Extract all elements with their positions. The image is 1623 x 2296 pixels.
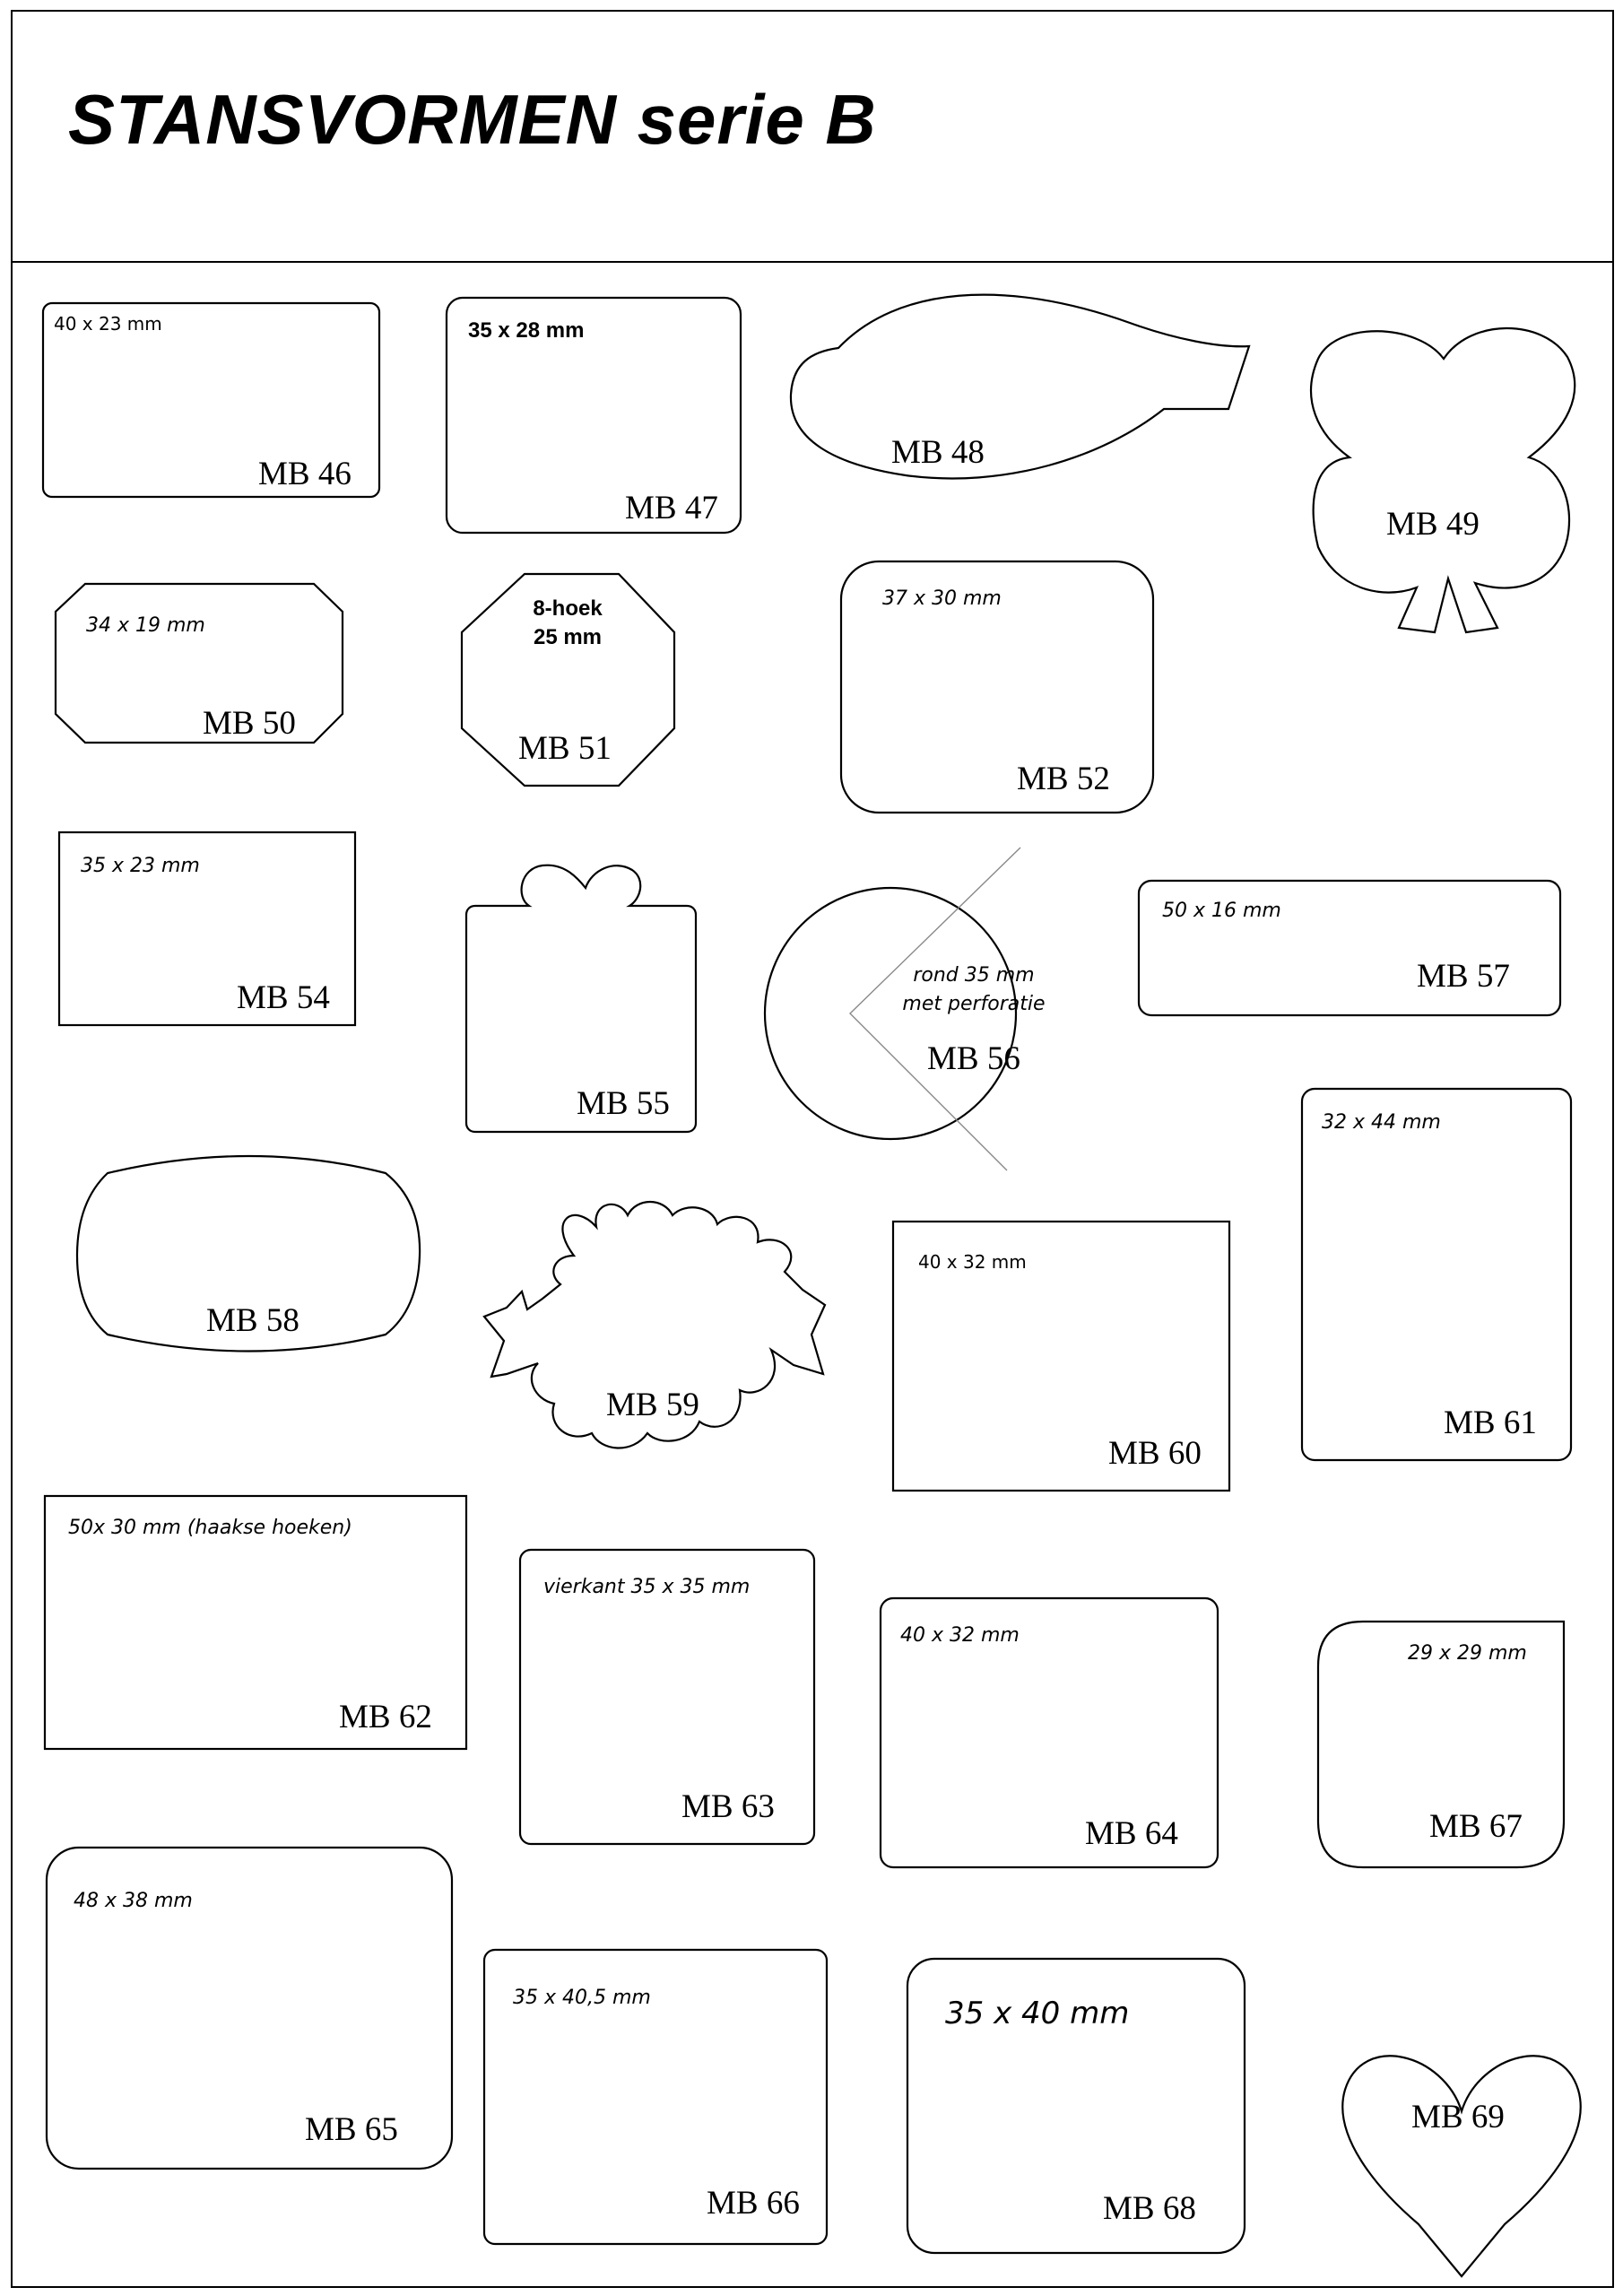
size-label: 40 x 23 mm (54, 313, 162, 335)
shape-mb64 (881, 1598, 1218, 1867)
shape-mb68 (907, 1959, 1245, 2253)
shape-mb49 (1311, 328, 1575, 632)
shape-mb63 (520, 1550, 814, 1844)
shape-code: MB 61 (1444, 1405, 1537, 1441)
shape-code: MB 56 (927, 1040, 1020, 1077)
shape-mb66 (484, 1950, 827, 2244)
size-label: 32 x 44 mm (1322, 1111, 1441, 1134)
shape-mb57 (1139, 881, 1560, 1015)
shape-code: MB 55 (577, 1085, 670, 1122)
shape-mb54 (59, 832, 355, 1025)
size-label: 40 x 32 mm (900, 1624, 1020, 1647)
shape-code: MB 69 (1411, 2099, 1505, 2135)
size-label-line2: 25 mm (533, 625, 603, 649)
page-border (12, 11, 1613, 2287)
shape-mb46 (43, 303, 379, 497)
shape-code: MB 63 (681, 1788, 775, 1825)
shape-code: MB 46 (258, 456, 352, 492)
shape-mb67 (1318, 1622, 1564, 1867)
shape-code: MB 47 (625, 490, 718, 526)
shape-code: MB 66 (707, 2185, 800, 2222)
shape-code: MB 48 (891, 434, 985, 471)
shape-mb61 (1302, 1089, 1571, 1460)
shape-code: MB 67 (1429, 1808, 1523, 1845)
shape-mb47 (447, 298, 741, 533)
size-label: 34 x 19 mm (86, 614, 205, 637)
shape-mb56 (765, 848, 1046, 1170)
shape-mb65 (47, 1848, 452, 2169)
size-label-line2: met perforatie (902, 993, 1046, 1015)
shape-code: MB 49 (1386, 506, 1480, 543)
shape-code: MB 52 (1017, 761, 1110, 797)
shape-code: MB 64 (1085, 1815, 1178, 1852)
shape-code: MB 51 (518, 730, 612, 767)
size-label: 35 x 40,5 mm (513, 1987, 651, 2009)
shape-mb62 (45, 1496, 466, 1749)
shape-mb69 (1342, 2056, 1580, 2276)
size-label-line1: rond 35 mm (913, 964, 1035, 987)
shape-code: MB 57 (1417, 958, 1510, 995)
size-label: 35 x 40 mm (945, 1996, 1130, 2031)
shape-mb55 (466, 865, 696, 1132)
size-label: 50x 30 mm (haakse hoeken) (68, 1517, 352, 1539)
shape-code: MB 62 (339, 1699, 432, 1735)
shape-code: MB 50 (203, 705, 296, 742)
size-label: 48 x 38 mm (74, 1890, 193, 1912)
shape-code: MB 58 (206, 1302, 299, 1339)
shape-mb48 (791, 295, 1249, 479)
shape-code: MB 54 (237, 979, 330, 1016)
size-label: 29 x 29 mm (1408, 1642, 1527, 1665)
page-title: STANSVORMEN serie B (68, 80, 877, 159)
size-label: 37 x 30 mm (882, 587, 1002, 610)
shape-mb50 (56, 584, 343, 743)
shape-code: MB 65 (305, 2111, 398, 2148)
shape-mb60 (893, 1222, 1229, 1491)
size-label: 50 x 16 mm (1162, 900, 1281, 922)
shape-mb52 (841, 561, 1153, 813)
shape-mb59 (484, 1202, 825, 1448)
shape-mb51 (462, 574, 674, 786)
size-label: 35 x 23 mm (81, 855, 200, 877)
shape-code: MB 59 (606, 1387, 699, 1423)
size-label: vierkant 35 x 35 mm (543, 1576, 751, 1598)
size-label-line1: 8-hoek (533, 596, 603, 621)
size-label: 40 x 32 mm (918, 1251, 1027, 1273)
size-label: 35 x 28 mm (468, 318, 585, 343)
shape-code: MB 60 (1108, 1435, 1202, 1472)
shape-code: MB 68 (1103, 2190, 1196, 2227)
shape-mb58 (77, 1156, 420, 1352)
